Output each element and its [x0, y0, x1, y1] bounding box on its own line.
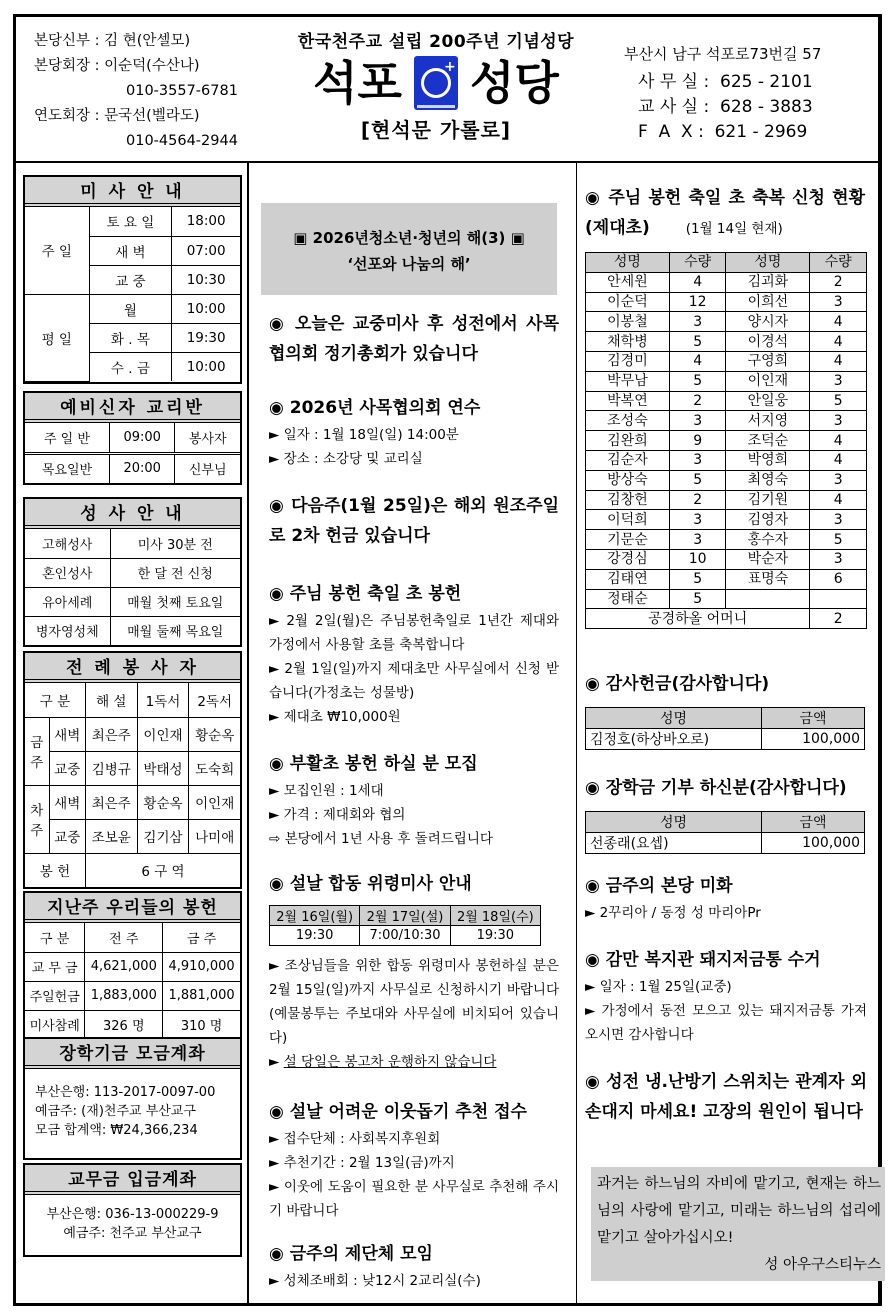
bank-account: 부산은행: 036-13-000229-9: [46, 1207, 219, 1222]
name: 안세원: [586, 272, 670, 292]
qty: 5: [669, 371, 726, 391]
notice-second-collection: [269, 491, 559, 551]
thanks-table: [585, 707, 865, 750]
mass-day: 새 벽: [89, 236, 172, 265]
col-header: 성명: [586, 708, 762, 729]
mass-day: 교 중: [89, 265, 172, 294]
qty: 2: [810, 609, 867, 629]
name: 김순자: [586, 450, 670, 470]
col-header: 전 주: [85, 923, 163, 952]
fax: F A X : 621 - 2969: [638, 122, 808, 142]
col-header: 수량: [669, 253, 726, 273]
class-teacher: 신부님: [175, 453, 240, 483]
notice-title: ◉ 2026년 사목협의회 연수: [269, 398, 481, 418]
banner-line1: ▣ 2026년청소년·청년의 해(3) ▣: [293, 229, 525, 247]
qty: 5: [669, 569, 726, 589]
mass-time: 19:30: [450, 926, 540, 946]
name: 구영희: [726, 351, 810, 371]
col-header: 구 분: [25, 923, 85, 952]
right-column: [577, 163, 879, 1306]
name: 양시자: [726, 312, 810, 332]
mass-label: 새벽: [49, 785, 85, 819]
qty: 3: [810, 549, 867, 569]
pastor-label: 본당신부 :: [34, 33, 100, 49]
notice-line: ► 2꾸리아 / 동정 성 마리아Pr: [585, 905, 761, 921]
notice-line: ⇨ 본당에서 1년 사용 후 돌려드립니다: [269, 831, 493, 847]
notice-line: ► 성체조배회 : 낮12시 2교리실(수): [269, 1273, 481, 1289]
qty: 5: [669, 470, 726, 490]
col-header: 수량: [810, 253, 867, 273]
notice-line: ► 가격 : 제대회와 협의: [269, 807, 406, 823]
notice-council-training: [269, 393, 559, 471]
qty: 4: [810, 450, 867, 470]
middle-column: [249, 163, 577, 1306]
bulletin-header: [16, 17, 879, 163]
qty: 3: [669, 312, 726, 332]
sacrament-name: 병자영성체: [25, 616, 110, 645]
box-title: 장학기금 모금계좌: [25, 1039, 240, 1069]
qty: 3: [810, 411, 867, 431]
arrow-icon: ►: [269, 1054, 284, 1070]
col-header: 1독서: [137, 683, 189, 717]
week-label: 차주: [25, 785, 49, 853]
section-title: ◉ 장학금 기부 하신분(감사합니다): [585, 778, 847, 798]
col-header: 금 주: [163, 923, 240, 952]
minister: 조보윤: [85, 819, 137, 853]
notice-line: ► 장소 : 소강당 및 교리실: [269, 451, 423, 467]
date-header: 2월 16일(월): [270, 906, 360, 926]
account-holder: 예금주: 천주교 부산교구: [63, 1226, 202, 1241]
bulletin-page: [13, 14, 882, 1306]
notice-line: ► 모집인원 : 1세대: [269, 783, 384, 799]
name: 박복연: [586, 391, 670, 411]
pastor-name: 김 현(안셀모): [104, 33, 191, 49]
flower-duty-section: [585, 871, 865, 925]
name: 조성숙: [586, 411, 670, 431]
parish-name-left: 석포: [313, 56, 402, 110]
name: 서지영: [726, 411, 810, 431]
qty: 4: [669, 272, 726, 292]
qty: 3: [669, 411, 726, 431]
qty: 4: [810, 351, 867, 371]
name: 이덕희: [586, 510, 670, 530]
name: 조덕순: [726, 431, 810, 451]
sacrament-info: 미사 30분 전: [110, 529, 240, 558]
scholarship-account-box: [23, 1037, 242, 1160]
box-title: 예비신자 교리반: [25, 393, 240, 423]
name: 이인재: [726, 371, 810, 391]
row-label: 주일헌금: [25, 981, 85, 1010]
candle-blessing-section: [585, 183, 865, 629]
section-title: ◉ 성전 냉.난방기 스위치는 관계자 외 손대지 마세요! 고장의 원인이 됩니다: [585, 1072, 867, 1122]
notice-title: ◉ 다음주(1월 25일)은 해외 원조주일로 2차 헌금 있습니다: [269, 496, 559, 546]
qty: 5: [669, 332, 726, 352]
prev-amount: 326 명: [85, 1010, 163, 1039]
notice-line: ► 일자 : 1월 18일(일) 14:00분: [269, 427, 459, 443]
sacrament-name: 유아세례: [25, 587, 110, 616]
thanks-offering-section: [585, 669, 865, 750]
name: 김괴화: [726, 272, 810, 292]
name: 이경석: [726, 332, 810, 352]
tithe-account-box: [23, 1163, 242, 1257]
notice-line: 설 당일은 봉고차 운행하지 않습니다: [283, 1054, 497, 1070]
minister: 김기삼: [137, 819, 189, 853]
notice-group-meetings: [269, 1239, 559, 1293]
notice-line: ► 조상님들을 위한 합동 위령미사 봉헌하실 분은 2월 15일(일)까지 사무실로 신청하시기 바랍니다(예물봉투는 주보대와 사무실에 비치되어 있습니다): [269, 958, 559, 1046]
notice-line: ► 일자 : 1월 25일(교중): [585, 979, 732, 995]
qty: 10: [669, 549, 726, 569]
name: 기문순: [586, 530, 670, 550]
mass-label: 교중: [49, 751, 85, 785]
sacrament-info: 매월 첫째 토요일: [110, 587, 240, 616]
chair-phone: 010-3557-6781: [126, 83, 238, 99]
sacrament-info: 매월 둘째 목요일: [110, 616, 240, 645]
sacrament-name: 고해성사: [25, 529, 110, 558]
qty: 9: [669, 431, 726, 451]
box-title: 전 례 봉 사 자: [25, 653, 240, 683]
offering-summary-box: [23, 891, 242, 1041]
notice-neighbor-help: [269, 1097, 559, 1223]
year-theme-banner: [261, 203, 557, 295]
scholarship-table: [585, 811, 865, 854]
class-name: 목요일반: [25, 453, 109, 483]
patron-saint: [현석문 가롤로]: [360, 118, 512, 142]
qty: 2: [669, 391, 726, 411]
mass-day: 화 . 목: [89, 323, 172, 352]
box-title: 미 사 안 내: [25, 177, 240, 207]
qty: 3: [810, 292, 867, 312]
class-time: 20:00: [109, 453, 175, 483]
box-title: 교무금 입금계좌: [25, 1165, 240, 1195]
minister: 최은주: [85, 717, 137, 751]
teacher-phone: 교 사 실 : 628 - 3883: [638, 97, 813, 117]
notice-title: ◉ 오늘은 교중미사 후 성전에서 사목협의회 정기총회가 있습니다: [269, 314, 559, 364]
minister: 이인재: [137, 717, 189, 751]
sunday-label: 주 일: [25, 207, 89, 294]
notice-line: ► 제대초 ₩10,000원: [269, 709, 401, 725]
name: 방상숙: [586, 470, 670, 490]
section-title: ◉ 감만 복지관 돼지저금통 수거: [585, 950, 821, 970]
notice-line: ► 2월 1일(일)까지 제대초만 사무실에서 신청 받습니다(가정초는 성물방): [269, 661, 559, 701]
prev-amount: 4,621,000: [85, 952, 163, 981]
class-time: 09:00: [109, 423, 175, 453]
liturgy-ministers-box: [23, 651, 242, 889]
parish-title: [266, 27, 606, 143]
left-column: [16, 163, 249, 1306]
name: [726, 589, 810, 609]
banner-line2: ‘선포와 나눔의 해’: [347, 255, 471, 273]
row-label: 미사참례: [25, 1010, 85, 1039]
notice-memorial-mass: [269, 869, 559, 1074]
qty: 4: [810, 431, 867, 451]
name: 공경하올 어머니: [586, 609, 810, 629]
name: 김기원: [726, 490, 810, 510]
notice-title: ◉ 금주의 제단체 모임: [269, 1244, 433, 1264]
class-name: 주 일 반: [25, 423, 109, 453]
qty: 4: [810, 332, 867, 352]
minister: 박태성: [137, 751, 189, 785]
as-of-date: (1월 14일 현재): [685, 221, 783, 237]
sacrament-info: 한 달 전 신청: [110, 558, 240, 587]
youth-label: 연도회장 :: [34, 108, 100, 124]
address: 부산시 남구 석포로73번길 57: [624, 45, 822, 63]
quote-text: 과거는 하느님의 자비에 맡기고, 현재는 하느님의 사랑에 맡기고, 미래는 하느님의 섭리에 맡기고 살아가십시오!: [597, 1176, 881, 1246]
youth-phone: 010-4564-2944: [126, 133, 238, 149]
date-header: 2월 18일(수): [450, 906, 540, 926]
name: 채학병: [586, 332, 670, 352]
minister: 황순옥: [189, 717, 240, 751]
qty: 4: [669, 351, 726, 371]
mass-time: 07:00: [172, 236, 240, 265]
minister: 도숙희: [189, 751, 240, 785]
scholarship-donors-section: [585, 773, 865, 854]
name: 이봉철: [586, 312, 670, 332]
bank-account: 부산은행: 113-2017-0097-00: [35, 1085, 216, 1100]
col-header: 성명: [586, 812, 762, 833]
name: 박무남: [586, 371, 670, 391]
mass-label: 새벽: [49, 717, 85, 751]
donor-name: 김정호(하상바오로): [586, 729, 762, 750]
chair-name: 이순덕(수산나): [104, 58, 200, 74]
name: 이희선: [726, 292, 810, 312]
name: 김영자: [726, 510, 810, 530]
section-title: ◉ 감사헌금(감사합니다): [585, 674, 770, 694]
mass-schedule-box: [23, 175, 242, 384]
name: 최영숙: [726, 470, 810, 490]
col-header: 해 설: [85, 683, 137, 717]
mass-time: 7:00/10:30: [360, 926, 450, 946]
notice-line: ► 이웃에 도움이 필요한 분 사무실로 추천해 주시기 바랍니다: [269, 1179, 559, 1219]
mass-day: 월: [89, 294, 172, 323]
parish-officials: [34, 29, 238, 154]
mass-time: 10:30: [172, 265, 240, 294]
name: 김경미: [586, 351, 670, 371]
date-header: 2월 17일(설): [360, 906, 450, 926]
qty: 3: [810, 510, 867, 530]
quote-box: [591, 1167, 885, 1281]
amount: 100,000: [762, 833, 865, 854]
name: 홍수자: [726, 530, 810, 550]
qty: 3: [669, 450, 726, 470]
name: 박영희: [726, 450, 810, 470]
name: 김태연: [586, 569, 670, 589]
notice-candle-offering: [269, 579, 559, 729]
sacrament-name: 혼인성사: [25, 558, 110, 587]
qty: 6: [810, 569, 867, 589]
box-title: 지난주 우리들의 봉헌: [25, 893, 240, 923]
notice-line: ► 접수단체 : 사회복지후원회: [269, 1131, 441, 1147]
col-header: 성명: [586, 253, 670, 273]
subtitle: 한국천주교 설립 200주년 기념성당: [297, 32, 575, 52]
minister: 나미애: [189, 819, 240, 853]
mass-day: 수 . 금: [89, 352, 172, 381]
name: 강경심: [586, 549, 670, 569]
col-header: 구 분: [25, 683, 85, 717]
name: 안일웅: [726, 391, 810, 411]
name: 김창헌: [586, 490, 670, 510]
qty: 4: [810, 490, 867, 510]
name: 정태순: [586, 589, 670, 609]
notice-title: ◉ 설날 어려운 이웃돕기 추천 접수: [269, 1102, 527, 1122]
notice-line: ► 2월 2일(월)은 주님봉헌축일로 1년간 제대와 가정에서 사용할 초를 축복합니다: [269, 613, 559, 653]
donor-name: 선종래(요셉): [586, 833, 762, 854]
class-teacher: 봉사자: [175, 423, 240, 453]
offering-value: 6 구 역: [85, 853, 240, 887]
mass-time: 19:30: [270, 926, 360, 946]
notice-line: ► 추천기간 : 2월 13일(금)까지: [269, 1155, 455, 1171]
week-label: 금주: [25, 717, 49, 785]
minister: 이인재: [189, 785, 240, 819]
qty: 3: [669, 510, 726, 530]
hvac-notice-section: [585, 1067, 867, 1127]
office-phone: 사 무 실 : 625 - 2101: [638, 72, 813, 92]
qty: 12: [669, 292, 726, 312]
qty: 3: [810, 470, 867, 490]
quote-author: 성 아우구스티누스: [764, 1257, 881, 1273]
col-header: 2독서: [189, 683, 240, 717]
mass-time: 10:00: [172, 294, 240, 323]
minister: 황순옥: [137, 785, 189, 819]
box-title: 성 사 안 내: [25, 499, 240, 529]
name: 표명숙: [726, 569, 810, 589]
notice-title: ◉ 설날 합동 위령미사 안내: [269, 874, 472, 894]
row-label: 교 무 금: [25, 952, 85, 981]
sacraments-box: [23, 497, 242, 647]
qty: 3: [810, 371, 867, 391]
qty: 4: [810, 312, 867, 332]
mass-day: 토 요 일: [89, 207, 172, 236]
curr-amount: 4,910,000: [163, 952, 240, 981]
offering-label: 봉 헌: [25, 853, 85, 887]
youth-name: 문국선(벨라도): [104, 108, 200, 124]
qty: 5: [810, 391, 867, 411]
curr-amount: 1,881,000: [163, 981, 240, 1010]
name: 김완희: [586, 431, 670, 451]
mass-time: 10:00: [172, 352, 240, 381]
catechumen-box: [23, 391, 242, 485]
prev-amount: 1,883,000: [85, 981, 163, 1010]
curr-amount: 310 명: [163, 1010, 240, 1039]
account-holder: 예금주: (재)천주교 부산교구: [35, 1104, 196, 1119]
notice-general-meeting: [269, 309, 559, 369]
notice-paschal-candle: [269, 749, 559, 851]
candle-list-table: [585, 252, 867, 629]
name: 이순덕: [586, 292, 670, 312]
col-header: 금액: [762, 708, 865, 729]
qty: 3: [669, 530, 726, 550]
notice-line: ► 가정에서 동전 모으고 있는 돼지저금통 가져오시면 감사합니다: [585, 1003, 867, 1043]
chair-label: 본당회장 :: [34, 58, 100, 74]
memorial-mass-table: [269, 905, 541, 946]
section-title: ◉ 주님 봉헌 축일 초 축복 신청 현황(제대초): [585, 188, 865, 238]
contact-info: [624, 43, 821, 145]
parish-name-right: 성당: [470, 56, 559, 110]
qty: 5: [669, 589, 726, 609]
col-header: 성명: [726, 253, 810, 273]
name: 박순자: [726, 549, 810, 569]
qty: 2: [810, 272, 867, 292]
weekday-label: 평 일: [25, 294, 89, 381]
qty: 2: [669, 490, 726, 510]
minister: 최은주: [85, 785, 137, 819]
church-logo-icon: +: [414, 56, 458, 110]
notice-title: ◉ 부활초 봉헌 하실 분 모집: [269, 754, 478, 774]
total-amount: 모금 합계액: ₩24,366,234: [35, 1123, 198, 1138]
mass-label: 교중: [49, 819, 85, 853]
mass-time: 19:30: [172, 323, 240, 352]
qty: [810, 589, 867, 609]
minister: 김병규: [85, 751, 137, 785]
notice-title: ◉ 주님 봉헌 축일 초 봉헌: [269, 584, 462, 604]
section-title: ◉ 금주의 본당 미화: [585, 876, 733, 896]
mass-time: 18:00: [172, 207, 240, 236]
col-header: 금액: [762, 812, 865, 833]
piggy-bank-section: [585, 945, 867, 1047]
amount: 100,000: [762, 729, 865, 750]
qty: 5: [810, 530, 867, 550]
